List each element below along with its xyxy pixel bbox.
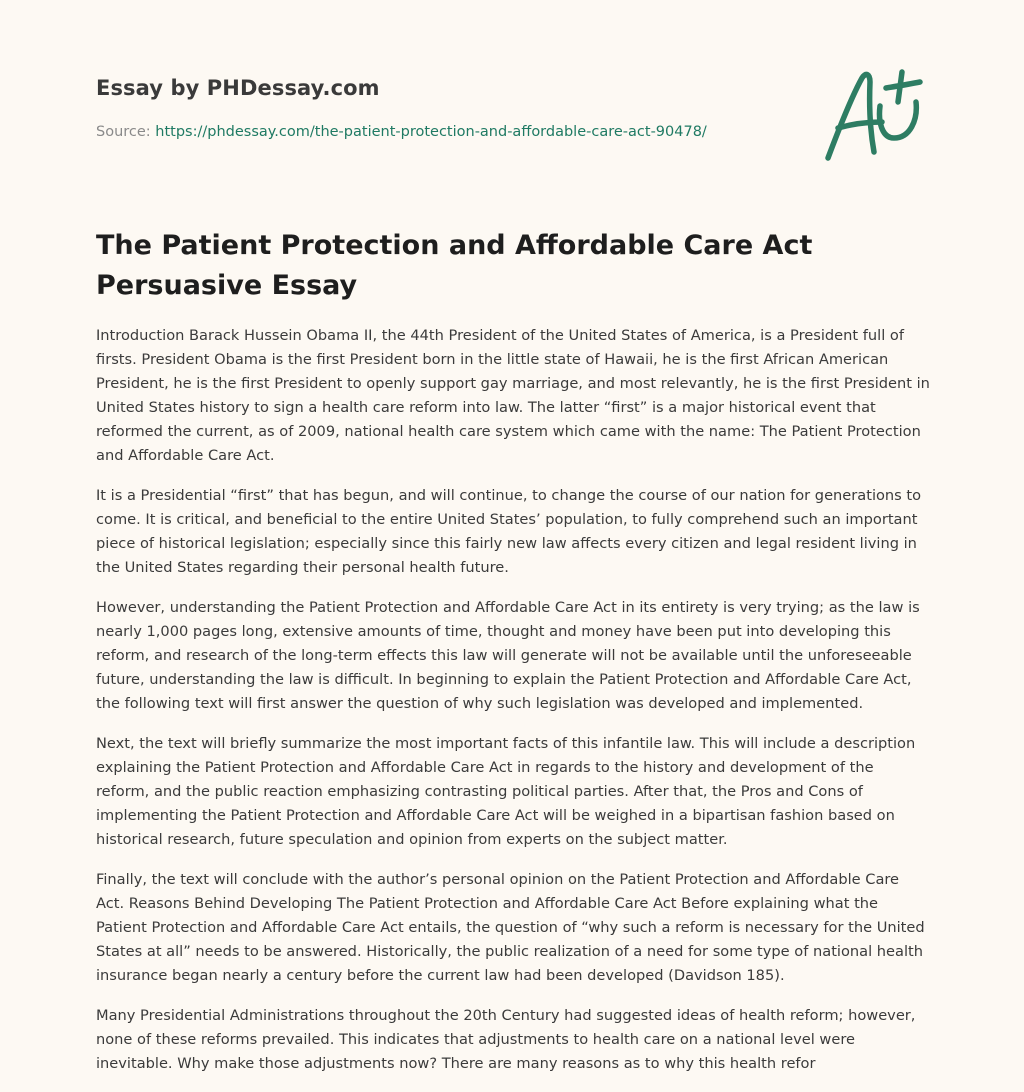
essay-title	[96, 226, 896, 306]
essay-body	[96, 324, 930, 1092]
essay-paragraph: It is a Presidential “first” that has begun, and will continue, to change the course of our nation for generations to come. It is critical, and beneficial to the entire United States’ population, to fully comprehend such an important piece of historical legislation; especially since this fairly new law affects every citizen and legal resident living in the United States regarding their personal health future.	[96, 487, 922, 576]
essay-title-line-2: Persuasive Essay	[96, 270, 358, 301]
essay-paragraph: However, understanding the Patient Protection and Affordable Care Act in its entirety is very trying; as the law is nearly 1,000 pages long, extensive amounts of time, thought and money have been put into developing this reform, and research of the long-term effects this law will generate will not be available until the unforeseeable future, understanding the law is difficult. In beginning to explain the Patient Protection and Affordable Care Act, the following text will first answer the question of why such legislation was developed and implemented.	[96, 599, 920, 712]
a-plus-logo-icon	[818, 66, 934, 166]
source-line	[96, 124, 707, 140]
essay-paragraph: Introduction Barack Hussein Obama II, the 44th President of the United States of America, is a President full of firsts. President Obama is the first President born in the little state of Hawaii, he is the first African American President, he is the first President to openly support gay marriage, and most relevantly, he is the first President in United States history to sign a health care reform into law. The latter “first” is a major historical event that reformed the current, as of 2009, national health care system which came with the name: The Patient Protection and Affordable Care Act.	[96, 327, 930, 464]
essay-paragraph: Next, the text will briefly summarize the most important facts of this infantile law. This will include a description explaining the Patient Protection and Affordable Care Act in regards to the history and development of the reform, and the public reaction emphasizing contrasting political parties. After that, the Pros and Cons of implementing the Patient Protection and Affordable Care Act will be weighed in a bipartisan fashion based on historical research, future speculation and opinion from experts on the subject matter.	[96, 735, 916, 848]
source-label: Source:	[96, 124, 156, 140]
essay-paragraph: Many Presidential Administrations throughout the 20th Century had suggested ideas of health reform; however, none of these reforms prevailed. This indicates that adjustments to health care on a national level were inevitable. Why make those adjustments now? There are many reasons as to why this health refor	[96, 1007, 916, 1072]
essay-paragraph: Finally, the text will conclude with the author’s personal opinion on the Patient Protection and Affordable Care Act. Reasons Behind Developing The Patient Protection and Affordable Care Act Before explaining what the Patient Protection and Affordable Care Act entails, the question of “why such a reform is necessary for the United States at all” needs to be answered. Historically, the public realization of a need for some type of national health insurance began nearly a century before the current law had been developed (Davidson 185).	[96, 871, 925, 984]
source-link[interactable]: https://phdessay.com/the-patient-protection-and-affordable-care-act-90478/	[155, 124, 707, 140]
essay-title-line-1: The Patient Protection and Affordable Care Act	[96, 230, 813, 261]
site-brand-title: Essay by PHDessay.com	[96, 76, 380, 100]
